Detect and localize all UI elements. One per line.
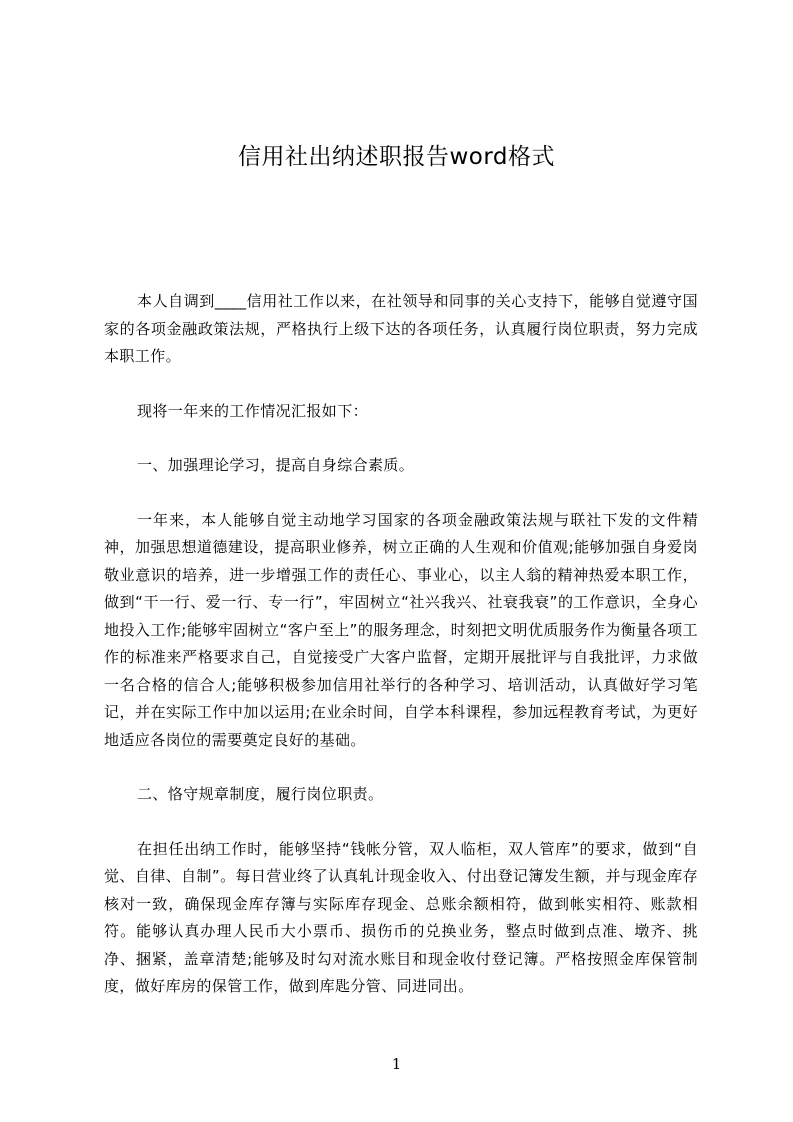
paragraph-intro: 本人自调到____信用社工作以来，在社领导和同事的关心支持下，能够自觉遵守国家的各项金融政策法规，严格执行上级下达的各项任务，认真履行岗位职责，努力完成本职工作。 [104,292,698,365]
section-heading-1: 一、加强理论学习，提高自身综合素质。 [137,456,415,474]
document-title: 信用社出纳述职报告word格式 [237,144,556,170]
section-heading-2: 二、恪守规章制度，履行岗位职责。 [137,785,384,803]
paragraph-report-lead: 现将一年来的工作情况汇报如下： [137,401,369,420]
document-body [104,288,698,1028]
paragraph-section-2-body: 在担任出纳工作时，能够坚持“钱帐分管，双人临柜，双人管库”的要求，做到“自觉、自律、自制”。每日营业终了认真轧计现金收入、付出登记簿发生额，并与现金库存核对一致，确保现金库存簿与实际库存现金、总账余额相符，做到帐实相符、账款相符。能够认真办理人民币大小票币、损伤币的兑换业务，整点时做到点准、墩齐、挑净、捆紧，盖章清楚;能够及时勾对流水账目和现金收付登记簿。严格按照金库保管制度，做好库房的保管工作，做到库匙分管、同进同出。 [104,839,698,995]
paragraph-section-1-body: 一年来，本人能够自觉主动地学习国家的各项金融政策法规与联社下发的文件精神，加强思想道德建设，提高职业修养，树立正确的人生观和价值观;能够加强自身爱岗敬业意识的培养，进一步增强工作的责任心、事业心，以主人翁的精神热爱本职工作，做到“干一行、爱一行、专一行”，牢固树立“社兴我兴、社衰我衰”的工作意识，全身心地投入工作;能够牢固树立“客户至上”的服务理念，时刻把文明优质服务作为衡量各项工作的标准来严格要求自己，自觉接受广大客户监督，定期开展批评与自我批评，力求做一名合格的信合人;能够积极参加信用社举行的各种学习、培训活动，认真做好学习笔记，并在实际工作中加以运用;在业余时间，自学本科课程，参加远程教育考试，为更好地适应各岗位的需要奠定良好的基础。 [104,510,698,749]
page-number: 1 [391,1055,402,1073]
